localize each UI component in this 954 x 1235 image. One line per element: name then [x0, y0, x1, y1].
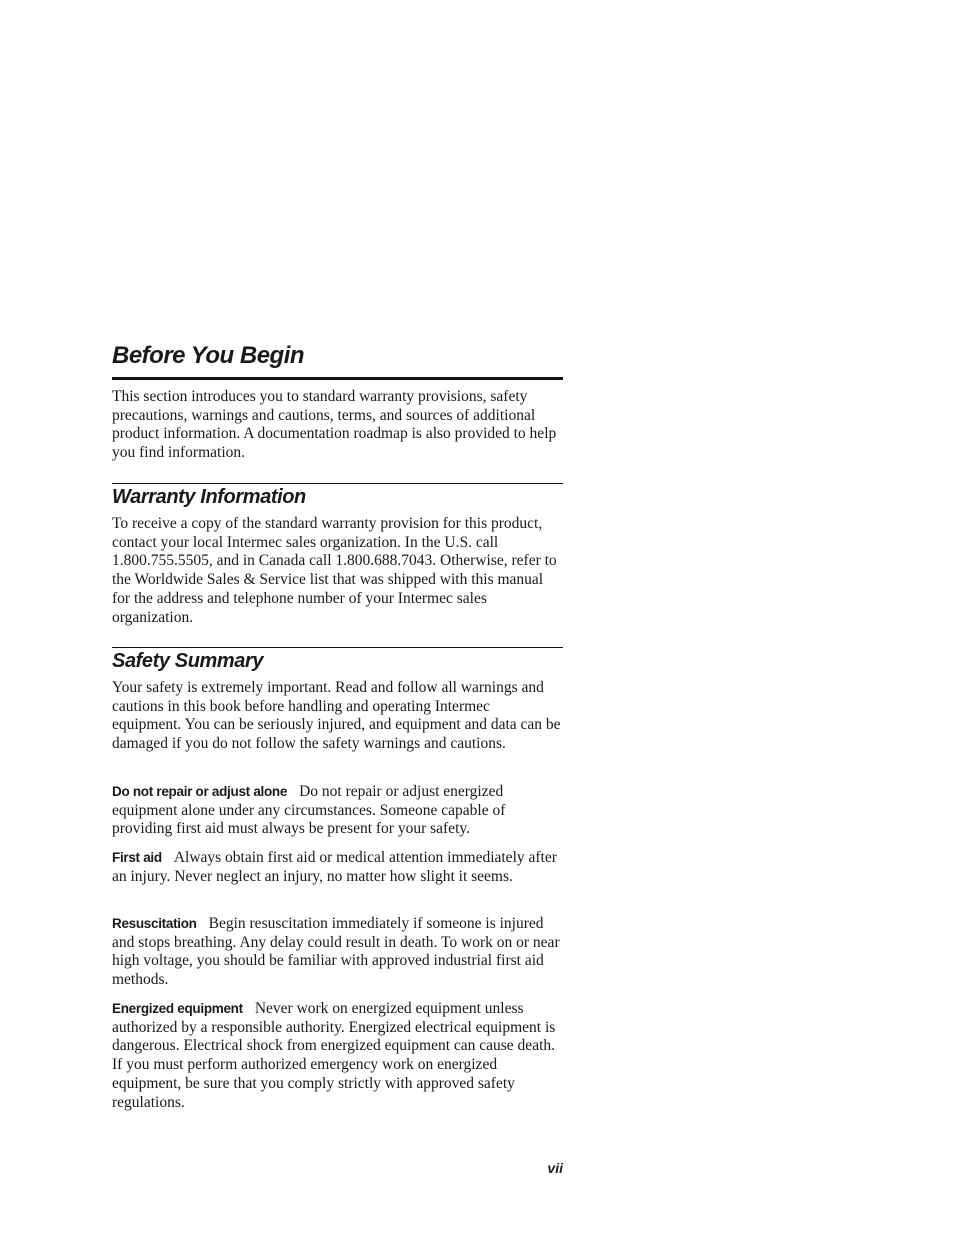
- safety-item-text: Always obtain first aid or medical attention immediately after an injury. Never neglect an injury, no matter how slight it seems.: [112, 849, 557, 885]
- safety-item-resuscitation: [112, 915, 563, 990]
- section-rule-warranty: [112, 483, 563, 484]
- safety-item-label: Resuscitation: [112, 916, 197, 931]
- safety-item-repair: [112, 783, 563, 839]
- section-rule-safety: [112, 647, 563, 648]
- title-rule: [112, 377, 563, 380]
- warranty-paragraph: To receive a copy of the standard warranty provision for this product, contact your local Intermec sales organization. In the U.S. call 1.800.755.5505, and in Canada call 1.800.688.7043. Otherwise, refer to the Worldwide Sales & Service list that was shipped with this manual for the address and telephone number of your Intermec sales organization.: [112, 515, 557, 626]
- intro-paragraph: This section introduces you to standard warranty provisions, safety precautions, warnings and cautions, terms, and sources of additional product information. A documentation roadmap is also provided to help you find information.: [112, 388, 557, 462]
- safety-item-first-aid: [112, 849, 563, 886]
- safety-item-label: First aid: [112, 850, 162, 865]
- warranty-heading: Warranty Information: [112, 486, 306, 508]
- safety-item-text: Do not repair or adjust energized equipment alone under any circumstances. Someone capable of providing first aid must always be present for your safety.: [112, 783, 506, 838]
- page-title: Before You Begin: [112, 342, 305, 369]
- safety-item-text: Begin resuscitation immediately if someone is injured and stops breathing. Any delay could result in death. To work on or near high voltage, you should be familiar with approved industrial first aid methods.: [112, 915, 560, 989]
- safety-paragraph: Your safety is extremely important. Read and follow all warnings and cautions in this book before handling and operating Intermec equipment. You can be seriously injured, and equipment and data can be damaged if you do not follow the safety warnings and cautions.: [112, 679, 561, 753]
- safety-heading: Safety Summary: [112, 650, 264, 672]
- safety-item-text: Never work on energized equipment unless authorized by a responsible authority. Energized electrical equipment is dangerous. Electrical shock from energized equipment can cause death. If you must perform authorized emergency work on energized equipment, be sure that you comply strictly with approved safety regulations.: [112, 1000, 556, 1111]
- safety-item-energized: [112, 1000, 563, 1112]
- safety-item-label: Energized equipment: [112, 1001, 243, 1016]
- page-number: vii: [547, 1160, 563, 1176]
- safety-item-label: Do not repair or adjust alone: [112, 784, 288, 799]
